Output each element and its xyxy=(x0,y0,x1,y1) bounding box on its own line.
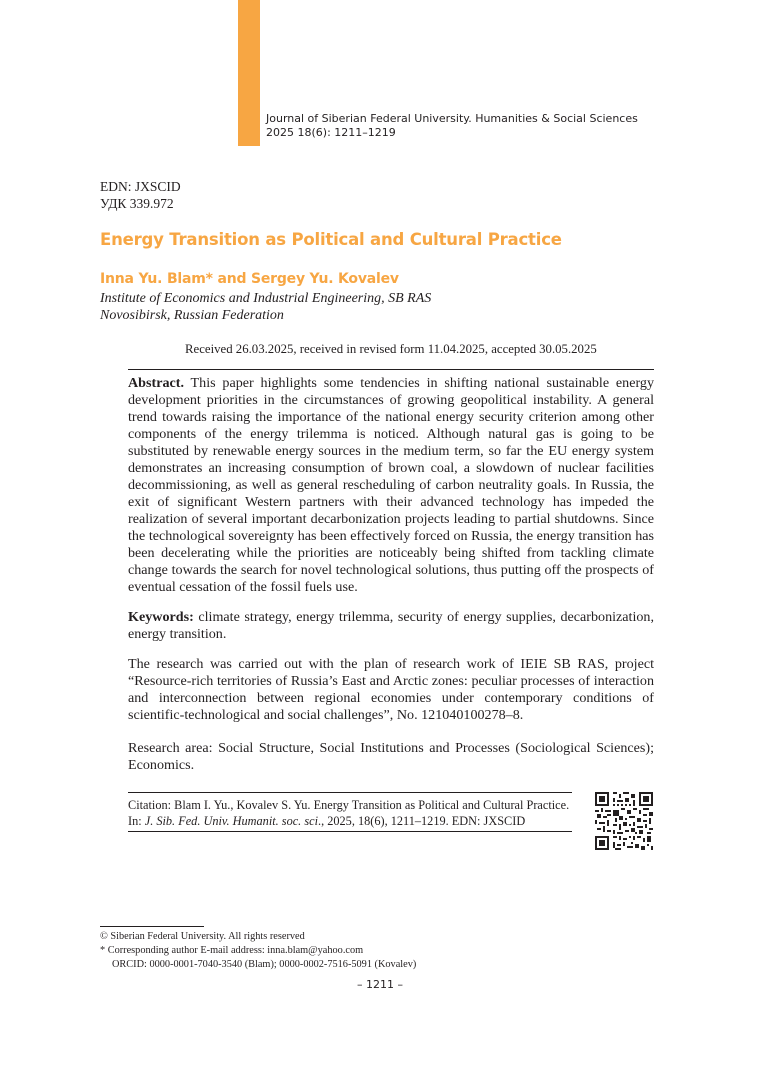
journal-issue: 2025 18(6): 1211–1219 xyxy=(266,126,396,139)
citation-bottom-rule xyxy=(128,831,572,832)
abstract-text: This paper highlights some tendencies in shifting national sustainable energy development priorities in the circumstances of growing geopolitical instability. A general trend towards raising the importance of the national energy security criterion among other components of the energy trilemma is noticed. Although natural gas is going to be substituted by renewable energy sources in the medium term, so far the EU energy system demonstrates an increasing consumption of brown coal, a slowdown of nuclear facilities decommissioning, as well as general rescheduling of carbon neutrality goals. In Russia, the exit of significant Western partners with their advanced technology has impeded the realization of several important decarbonization projects leading to partial shutdowns. Since the technological sovereignty has been effectively forced on Russia, the energy transition has been decelerating while the priorities are noticeably being shifted from tackling climate change towards the search for novel technological solutions, thus putting off the prospects of eventual cessation of the fossil fuels use. xyxy=(128,375,654,595)
abstract-top-rule xyxy=(128,369,654,370)
journal-name: Journal of Siberian Federal University. Humanities & Social Sciences xyxy=(266,112,638,125)
affiliation-location: Novosibirsk, Russian Federation xyxy=(100,308,284,323)
citation-journal: J. Sib. Fed. Univ. Humanit. soc. sci xyxy=(144,814,318,828)
citation-line2 xyxy=(128,813,578,829)
research-area: Research area: Social Structure, Social Institutions and Processes (Sociological Sciences); Economics. xyxy=(128,740,654,773)
affiliation-institute: Institute of Economics and Industrial Engineering, SB RAS xyxy=(100,291,432,306)
udk-code: УДК 339.972 xyxy=(100,196,174,211)
corresponding-author-note: * Corresponding author E-mail address: inna.blam@yahoo.com xyxy=(100,945,364,956)
citation-rest: ., 2025, 18(6), 1211–1219. EDN: JXSCID xyxy=(318,814,526,828)
footnote-rule xyxy=(100,926,204,927)
journal-header xyxy=(266,112,638,140)
citation xyxy=(128,797,578,829)
abstract xyxy=(128,375,654,596)
keywords-label: Keywords: xyxy=(128,609,194,625)
header-accent-bar xyxy=(238,0,260,146)
copyright-note: © Siberian Federal University. All rights reserved xyxy=(100,931,305,942)
keywords xyxy=(128,609,654,643)
page-number: – 1211 – xyxy=(357,978,403,991)
qr-code[interactable] xyxy=(595,792,653,850)
affiliation xyxy=(100,290,431,324)
article-meta xyxy=(100,178,181,212)
edn-code: EDN: JXSCID xyxy=(100,179,181,194)
abstract-label: Abstract. xyxy=(128,375,184,391)
article-title: Energy Transition as Political and Cultural Practice xyxy=(100,230,562,249)
citation-top-rule xyxy=(128,792,572,793)
keywords-text: climate strategy, energy trilemma, security of energy supplies, decarbonization, energy transition. xyxy=(128,609,654,642)
funding-statement: The research was carried out with the plan of research work of IEIE SB RAS, project “Resource-rich territories of Russia’s East and Arctic zones: peculiar processes of interaction and interconnection between regional economies under contemporary conditions of scientific-technological and social challenges”, No. 121040100278–8. xyxy=(128,656,654,723)
footnotes xyxy=(100,930,416,972)
received-dates: Received 26.03.2025, received in revised form 11.04.2025, accepted 30.05.2025 xyxy=(185,342,597,356)
citation-line1: Citation: Blam I. Yu., Kovalev S. Yu. Energy Transition as Political and Cultural Practice. xyxy=(128,798,570,812)
orcid-note: ORCID: 0000-0001-7040-3540 (Blam); 0000-0002-7516-5091 (Kovalev) xyxy=(112,959,417,970)
citation-in: In: xyxy=(128,814,145,828)
article-authors: Inna Yu. Blam* and Sergey Yu. Kovalev xyxy=(100,271,399,287)
